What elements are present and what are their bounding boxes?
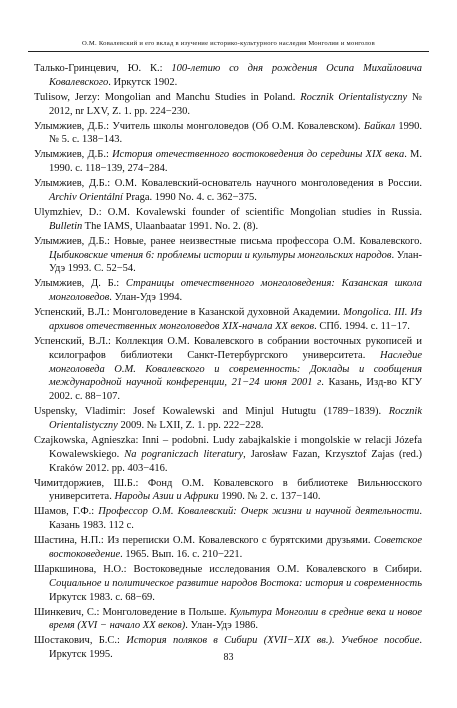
page-number: 83 — [223, 652, 234, 663]
entry-text: Шостакович, Б.С.: — [34, 635, 127, 647]
entry-text: . Иркутск 1995. — [49, 635, 422, 661]
entry-title-italic: Народы Азии и Африки — [114, 491, 219, 503]
entry-title-italic: Mongolica. III. Из архивов отечественных монголоведов XIX-начала XX веков — [49, 307, 422, 332]
entry-text: Улымжиев, Д.Б.: Учитель школы монголоведов (Об О.М. Ковалевском). — [34, 120, 364, 132]
entry-title-italic: Na pograniczach literatury — [124, 448, 244, 460]
entry-title-italic: Культура Монголии в средние века и новое время (XVI − начало XX веков) — [49, 606, 422, 632]
entry-title-italic: Профессор О.М. Ковалевский: Очерк жизни и научной деятельности — [98, 506, 420, 518]
bibliography-entry — [34, 335, 422, 404]
entry-text: . Улан-Удэ 1993. С. 52−54. — [49, 249, 423, 275]
entry-text: № 2012, nr LXV, Z. 1. pp. 224−230. — [49, 91, 422, 117]
entry-text: 1990. № 2. с. 137−140. — [218, 491, 321, 503]
header-rule — [28, 51, 429, 52]
entry-title-italic: Страницы отечественного монголоведения: Казанская школа монголоведов — [49, 278, 422, 304]
entry-text: Иркутск 1983. с. 68−69. — [49, 591, 155, 603]
bibliography-entry — [34, 563, 422, 605]
bibliography-entry — [34, 148, 422, 176]
bibliography-entry — [34, 606, 422, 634]
bibliography-entry — [34, 62, 422, 90]
bibliography-entry — [34, 405, 422, 433]
entry-title-italic: Bulletin — [49, 220, 83, 232]
bibliography-entry — [34, 235, 422, 277]
entry-text: The IAMS, Ulaanbaatar 1991. No. 2. (8). — [82, 220, 259, 232]
entry-title-italic: Rocznik Orientalistyczny — [49, 406, 422, 432]
entry-text: Czajkowska, Agnieszka: Inni – podobni. Ludy zabajkalskie i mongolskie w relacji Józefa Kowalewskiego. — [34, 434, 422, 460]
entry-text: Шамов, Г.Ф.: — [34, 506, 99, 518]
entry-text: Талько-Гринцевич, Ю. К.: — [34, 63, 172, 74]
entry-title-italic: Rocznik Orientalistyczny — [300, 91, 408, 103]
bibliography-entry — [34, 177, 422, 205]
entry-text: . Казань, Изд-во КГУ 2002. с. 88−107. — [49, 377, 423, 403]
bibliography-entry — [34, 434, 422, 476]
entry-text: Ulymzhiev, D.: O.M. Kovalewski founder of scientific Mongolian studies in Russia. — [34, 206, 422, 218]
bibliography-entry — [34, 306, 422, 334]
entry-title-italic: Archiv Orientální — [49, 191, 123, 203]
entry-text: . 1965. Вып. 16. с. 210−221. — [120, 549, 243, 560]
entry-text: Tulisow, Jerzy: Mongolian and Manchu Studies in Poland. — [34, 91, 301, 103]
entry-text: Улымжиев, Д.Б.: Новые, ранее неизвестные письма профессора О.М. Ковалевского. — [34, 235, 422, 247]
entry-text: Улымжиев, Д. Б.: — [34, 278, 126, 290]
entry-text: Uspensky, Vladimir: Josef Kowalewski and Minjul Hutugtu (1789−1839). — [34, 406, 389, 418]
entry-title-italic: История отечественного востоковедения до середины XIX века — [112, 149, 405, 161]
entry-text: Шинкевич, С.: Монголоведение в Польше. — [34, 606, 230, 618]
entry-text: 1990. № 5. с. 138−143. — [49, 120, 423, 146]
entry-title-italic: 100-летию со дня рождения Осипа Михайловича Ковалевского — [49, 63, 422, 88]
entry-text: Чимитдоржиев, Ш.Б.: Фонд О.М. Ковалевского в библиотеке Вильнюсского университета. — [34, 477, 422, 503]
entry-title-italic: Советское востоковедение — [49, 535, 422, 560]
entry-text: 2009. № LXII, Z. 1. pp. 222−228. — [117, 420, 264, 432]
bibliography-entry — [34, 91, 422, 119]
bibliography-entry — [34, 505, 422, 533]
entry-text: Успенский, В.Л.: Коллекция О.М. Ковалевского в собрании восточных рукописей и ксилографов библиотеки Санкт-Петербургского университета. — [34, 335, 422, 361]
entry-text: . Иркутск 1902. — [108, 76, 178, 88]
entry-title-italic: Наследие монголоведа О.М. Ковалевского и современность: Доклады и сообщения международной научной конференции, 21−24 июня 2001 г — [49, 349, 422, 389]
entry-text: Шаркшинова, Н.О.: Востоковедные исследования О.М. Ковалевского в Сибири. — [34, 563, 422, 575]
entry-title-italic: Социальное и политическое развитие народов Востока: история и современность — [49, 577, 422, 589]
entry-text: . Казань 1983. 112 с. — [49, 506, 422, 532]
bibliography-entry — [34, 477, 422, 505]
entry-text: , Jarosław Fazan, Krzysztof Zajas (red.) Kraków 2012. pp. 403−416. — [49, 448, 422, 474]
bibliography-list — [34, 62, 422, 663]
entry-title-italic: Байкал — [363, 120, 396, 132]
bibliography-entry — [34, 277, 422, 305]
entry-text: . Улан-Удэ 1994. — [109, 292, 183, 304]
bibliography-entry — [34, 534, 422, 562]
entry-text: Успенский, В.Л.: Монголоведение в Казанской духовной Академии. — [34, 307, 344, 319]
entry-text: . Улан-Удэ 1986. — [185, 620, 259, 632]
bibliography-entry — [34, 206, 422, 234]
entry-title-italic: История поляков в Сибири (XVII−XIX вв.). Учебное пособие — [126, 635, 420, 647]
entry-text: . СПб. 1994. с. 11−17. — [314, 320, 410, 332]
bibliography-entry — [34, 120, 422, 148]
entry-text: Улымжиев, Д.Б.: — [34, 149, 113, 161]
entry-title-italic: Цыбиковские чтения 6: проблемы истории и культуры монгольских народов — [49, 249, 392, 261]
entry-text: . М. 1990. с. 118−139, 274−284. — [49, 149, 422, 175]
entry-text: Шастина, Н.П.: Из переписки О.М. Ковалевского с бурятскими друзьями. — [34, 535, 374, 547]
entry-text: Praga. 1990 No. 4. с. 362−375. — [122, 191, 257, 203]
entry-text: Улымжиев, Д.Б.: О.М. Ковалевский-основатель научного монголоведения в России. — [34, 178, 422, 190]
running-header: О.М. Ковалевский и его вклад в изучение историко-культурного наследия Монголии и монголов — [82, 40, 375, 47]
